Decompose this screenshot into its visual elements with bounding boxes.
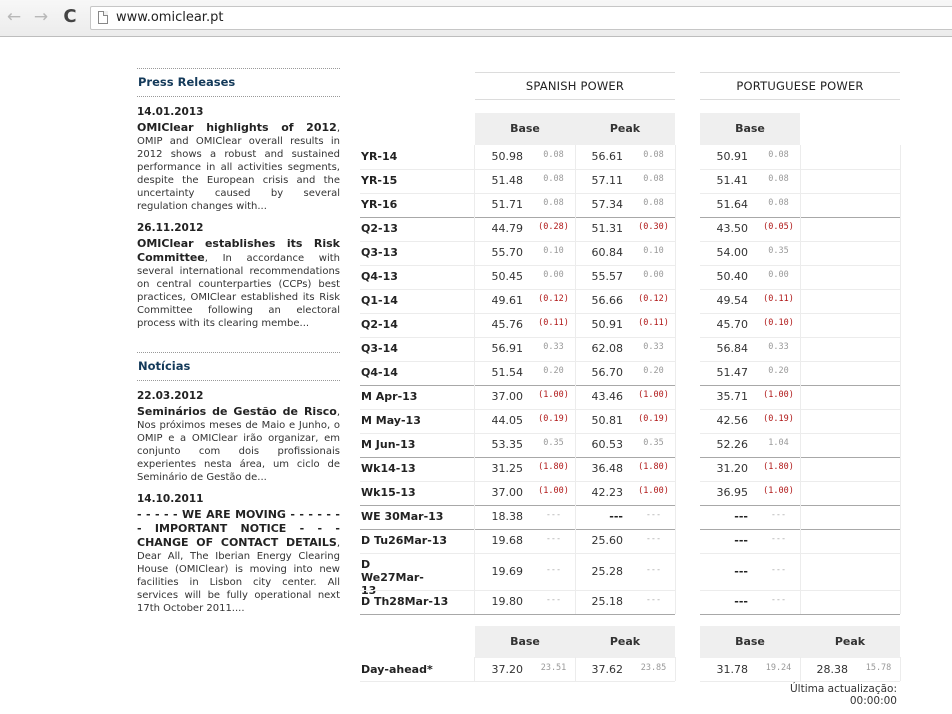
price-value: 37.20	[491, 663, 523, 676]
change-value: 0.08	[643, 150, 664, 160]
price-value: 19.68	[491, 534, 523, 547]
forward-arrow-icon[interactable]: →	[33, 7, 49, 27]
change-value: ---	[770, 595, 787, 605]
price-value: 56.84	[716, 342, 748, 355]
row-divider	[360, 217, 675, 218]
price-value: 25.28	[591, 565, 623, 578]
price-value: 43.46	[591, 390, 623, 403]
change-value: 0.20	[543, 366, 564, 376]
change-value: ---	[545, 595, 562, 605]
news-body	[137, 237, 340, 330]
price-value: 19.69	[491, 565, 523, 578]
change-value: 0.00	[768, 270, 789, 280]
dayahead-portuguese-base-header: Base	[700, 626, 800, 658]
price-value: 56.66	[591, 294, 623, 307]
press-release-item	[137, 106, 340, 213]
price-value: 25.60	[591, 534, 623, 547]
change-value: 0.35	[543, 438, 564, 448]
column-divider	[474, 145, 475, 614]
row-label: M Apr-13	[361, 390, 418, 403]
row-label: Q3-13	[361, 246, 398, 259]
price-value: 49.61	[491, 294, 523, 307]
page-icon	[98, 11, 108, 24]
price-value: 50.98	[491, 150, 523, 163]
price-value: 54.00	[716, 246, 748, 259]
price-value: 44.79	[491, 222, 523, 235]
column-divider	[900, 145, 901, 614]
change-value: (0.28)	[538, 222, 569, 232]
news-date: 26.11.2012	[137, 222, 204, 234]
row-label: M Jun-13	[361, 438, 416, 451]
price-value: 50.45	[491, 270, 523, 283]
price-value: 57.11	[591, 174, 623, 187]
price-value: 37.00	[491, 390, 523, 403]
change-value: (0.11)	[538, 318, 569, 328]
change-value: (1.00)	[538, 486, 569, 496]
price-value: 49.54	[716, 294, 748, 307]
row-divider	[360, 169, 675, 170]
dayahead-portuguese-peak-header: Peak	[800, 626, 900, 658]
price-value: 43.50	[716, 222, 748, 235]
last-update-text: Última actualização: 00:00:00	[790, 683, 897, 707]
row-label: Wk15-13	[361, 486, 416, 499]
change-value: (1.00)	[638, 486, 669, 496]
row-label: YR-16	[361, 198, 398, 211]
price-value: 42.56	[716, 414, 748, 427]
price-value: 50.40	[716, 270, 748, 283]
price-value: 31.25	[491, 462, 523, 475]
price-value: 60.84	[591, 246, 623, 259]
row-divider	[360, 289, 675, 290]
divider	[900, 657, 901, 681]
row-divider	[360, 241, 675, 242]
price-value: 51.54	[491, 366, 523, 379]
divider	[137, 380, 340, 381]
news-headline-link[interactable]: OMIClear establishes its Risk Committee	[137, 237, 340, 264]
press-releases-title[interactable]: Press Releases	[138, 75, 236, 89]
browser-toolbar	[0, 0, 952, 37]
reference-value: 19.24	[765, 663, 792, 673]
price-value: 44.05	[491, 414, 523, 427]
change-value: 0.08	[643, 198, 664, 208]
news-body	[137, 405, 340, 484]
price-value: ---	[734, 565, 748, 578]
change-value: ---	[770, 510, 787, 520]
divider	[700, 681, 900, 682]
divider	[675, 657, 676, 681]
change-value: 0.35	[643, 438, 664, 448]
change-value: ---	[645, 565, 662, 575]
price-value: 36.95	[716, 486, 748, 499]
change-value: (0.12)	[638, 294, 669, 304]
row-divider	[360, 313, 675, 314]
change-value: 0.20	[768, 366, 789, 376]
price-value: ---	[734, 534, 748, 547]
price-value: 18.38	[491, 510, 523, 523]
price-value: 31.78	[716, 663, 748, 676]
row-divider	[360, 433, 675, 434]
price-value: 51.64	[716, 198, 748, 211]
row-label: D We27Mar-13	[361, 558, 424, 597]
change-value: (1.00)	[638, 390, 669, 400]
change-value: (1.80)	[638, 462, 669, 472]
change-value: (0.11)	[638, 318, 669, 328]
change-value: ---	[770, 534, 787, 544]
change-value: 0.10	[543, 246, 564, 256]
row-divider	[360, 553, 675, 554]
change-value: (0.19)	[763, 414, 794, 424]
change-value: (0.10)	[763, 318, 794, 328]
reference-value: 15.78	[865, 663, 892, 673]
price-value: 25.18	[591, 595, 623, 608]
price-value: 50.91	[716, 150, 748, 163]
change-value: 0.08	[643, 174, 664, 184]
change-value: (1.80)	[538, 462, 569, 472]
row-label: YR-15	[361, 174, 398, 187]
change-value: 0.33	[543, 342, 564, 352]
spanish-peak-header: Peak	[575, 113, 675, 145]
price-value: 52.26	[716, 438, 748, 451]
change-value: (0.19)	[638, 414, 669, 424]
row-label: Q2-14	[361, 318, 398, 331]
price-value: ---	[609, 510, 623, 523]
price-value: 51.71	[491, 198, 523, 211]
price-value: 19.80	[491, 595, 523, 608]
dayahead-spanish-base-header: Base	[475, 626, 575, 658]
change-value: 0.20	[643, 366, 664, 376]
change-value: 0.08	[543, 174, 564, 184]
news-date: 14.10.2011	[137, 493, 204, 505]
price-value: 56.70	[591, 366, 623, 379]
row-divider	[360, 505, 675, 506]
noticia-item	[137, 493, 340, 615]
change-value: 0.33	[643, 342, 664, 352]
divider	[360, 681, 675, 682]
news-summary: , Nos próximos meses de Maio e Junho, o OMIP e a OMIClear irão organizar, em conjunto com dois profissionais experientes nesta área, um ciclo de Seminário de Gestão de...	[137, 407, 340, 483]
price-value: 55.70	[491, 246, 523, 259]
price-value: 50.91	[591, 318, 623, 331]
change-value: 0.33	[768, 342, 789, 352]
row-label: Q1-14	[361, 294, 398, 307]
news-headline-link[interactable]: OMIClear highlights of 2012	[137, 121, 337, 134]
change-value: ---	[645, 510, 662, 520]
reference-value: 23.85	[640, 663, 667, 673]
price-value: 51.41	[716, 174, 748, 187]
row-divider	[360, 337, 675, 338]
address-bar[interactable]	[90, 6, 952, 30]
row-divider	[360, 193, 675, 194]
change-value: 0.00	[543, 270, 564, 280]
change-value: (0.12)	[538, 294, 569, 304]
change-value: 0.10	[643, 246, 664, 256]
row-label: M May-13	[361, 414, 421, 427]
price-value: 55.57	[591, 270, 623, 283]
portuguese-power-title: PORTUGUESE POWER	[700, 72, 900, 100]
change-value: 0.08	[768, 150, 789, 160]
row-label: Q3-14	[361, 342, 398, 355]
press-release-item	[137, 222, 340, 330]
divider	[575, 657, 576, 681]
row-divider	[360, 361, 675, 362]
row-divider	[360, 457, 675, 458]
price-value: 45.70	[716, 318, 748, 331]
back-arrow-icon[interactable]: ←	[6, 7, 22, 27]
news-headline-link[interactable]: Seminários de Gestão de Risco	[137, 405, 337, 418]
change-value: (1.80)	[763, 462, 794, 472]
price-value: 56.61	[591, 150, 623, 163]
dayahead-label: Day-ahead*	[361, 663, 433, 676]
row-divider	[360, 481, 675, 482]
row-divider	[360, 265, 675, 266]
change-value: ---	[645, 534, 662, 544]
price-value: 60.53	[591, 438, 623, 451]
change-value: (0.30)	[638, 222, 669, 232]
change-value: ---	[770, 565, 787, 575]
reference-value: 23.51	[540, 663, 567, 673]
row-label: D Th28Mar-13	[361, 595, 449, 608]
spanish-base-header: Base	[475, 113, 575, 145]
change-value: ---	[545, 534, 562, 544]
price-value: 45.76	[491, 318, 523, 331]
row-label: Q4-13	[361, 270, 398, 283]
price-value: 37.00	[491, 486, 523, 499]
column-divider	[575, 145, 576, 614]
news-sidebar	[137, 68, 340, 615]
price-value: ---	[734, 595, 748, 608]
reload-icon[interactable]: C	[63, 6, 77, 27]
change-value: (0.11)	[763, 294, 794, 304]
price-value: 62.08	[591, 342, 623, 355]
spanish-power-title: SPANISH POWER	[475, 72, 675, 100]
divider	[474, 657, 475, 681]
row-label: Wk14-13	[361, 462, 416, 475]
change-value: 0.08	[768, 174, 789, 184]
price-value: 35.71	[716, 390, 748, 403]
row-divider	[360, 409, 675, 410]
price-value: 31.20	[716, 462, 748, 475]
price-value: 53.35	[491, 438, 523, 451]
row-divider	[360, 385, 675, 386]
price-value: 51.48	[491, 174, 523, 187]
price-value: 51.31	[591, 222, 623, 235]
price-value: 36.48	[591, 462, 623, 475]
portuguese-base-header: Base	[700, 113, 800, 145]
price-value: 42.23	[591, 486, 623, 499]
row-divider	[360, 590, 675, 591]
price-value: 37.62	[591, 663, 623, 676]
change-value: 0.08	[768, 198, 789, 208]
row-label: Q2-13	[361, 222, 398, 235]
change-value: 0.08	[543, 150, 564, 160]
change-value: ---	[645, 595, 662, 605]
change-value: (1.00)	[763, 390, 794, 400]
change-value: ---	[545, 565, 562, 575]
noticia-item	[137, 390, 340, 484]
row-label: Q4-14	[361, 366, 398, 379]
news-headline-link[interactable]: - - - - - WE ARE MOVING - - - - - - - IMPORTANT NOTICE - - - CHANGE OF CONTACT DETAILS	[137, 508, 340, 549]
row-divider	[360, 529, 675, 530]
divider	[137, 96, 340, 97]
change-value: ---	[545, 510, 562, 520]
news-summary: , In accordance with several international recommendations on central counterparties (CCPs) best practices, OMIClear established its Risk Committee following an electoral process with its clearing membe...	[137, 253, 340, 329]
price-value: 28.38	[816, 663, 848, 676]
change-value: (0.19)	[538, 414, 569, 424]
news-summary: , OMIP and OMIClear overall results in 2012 shows a robust and sustained performance in all activities segments, despite the European crisis and the uncertainty caused by several regulation changes with...	[137, 123, 340, 212]
news-date: 22.03.2012	[137, 390, 204, 402]
divider	[800, 657, 801, 681]
column-divider	[675, 145, 676, 614]
change-value: (1.00)	[763, 486, 794, 496]
change-value: 0.00	[643, 270, 664, 280]
change-value: 1.04	[768, 438, 789, 448]
news-date: 14.01.2013	[137, 106, 204, 118]
noticias-title[interactable]: Notícias	[138, 359, 191, 373]
dayahead-spanish-peak-header: Peak	[575, 626, 675, 658]
row-divider	[360, 614, 675, 615]
column-divider	[800, 145, 801, 614]
news-body	[137, 121, 340, 213]
price-value: 57.34	[591, 198, 623, 211]
change-value: (1.00)	[538, 390, 569, 400]
change-value: 0.35	[768, 246, 789, 256]
row-label: WE 30Mar-13	[361, 510, 444, 523]
row-label: D Tu26Mar-13	[361, 534, 448, 547]
price-value: 50.81	[591, 414, 623, 427]
price-value: ---	[734, 510, 748, 523]
price-value: 56.91	[491, 342, 523, 355]
row-label: YR-14	[361, 150, 398, 163]
change-value: 0.08	[543, 198, 564, 208]
change-value: (0.05)	[763, 222, 794, 232]
news-summary: , Dear All, The Iberian Energy Clearing House (OMIClear) is moving into new facilities in Lisbon city center. All services will be fully operational next 17th October 2011....	[137, 538, 340, 614]
row-divider	[700, 614, 900, 615]
price-value: 51.47	[716, 366, 748, 379]
url-text[interactable]: www.omiclear.pt	[116, 10, 224, 25]
news-body	[137, 508, 340, 615]
